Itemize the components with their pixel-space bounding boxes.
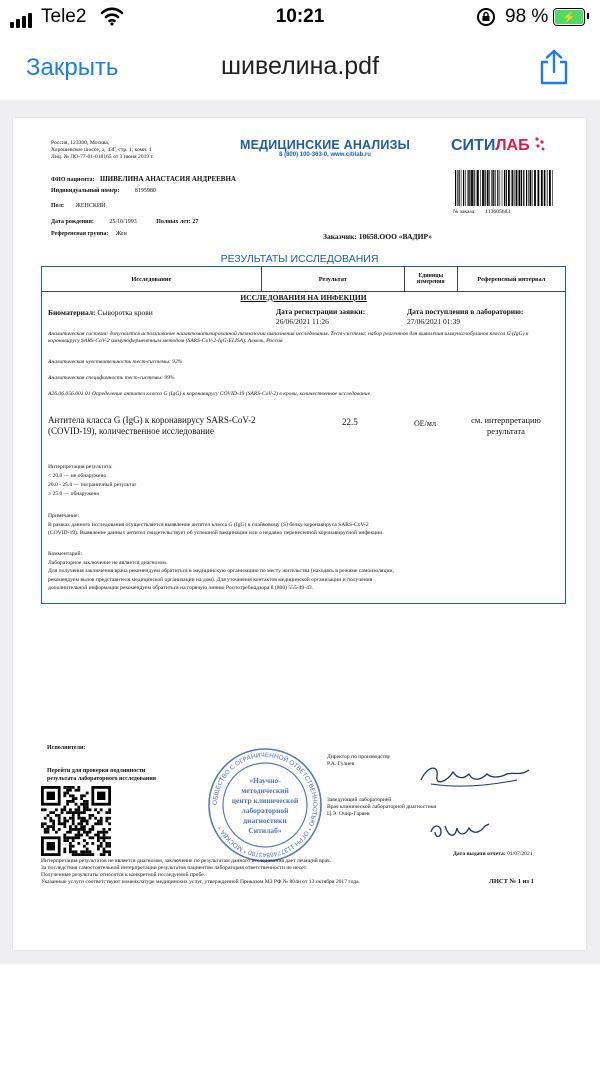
customer-row — [323, 232, 432, 241]
column-header: Единицы измерения — [405, 267, 458, 291]
ref-group-value: Жен — [115, 231, 127, 237]
birth-label: Дата рождения: — [51, 219, 94, 225]
note-line: В рамках данного исследования осуществляется выявление антител класса G (IgG) к спайковому (S) белку коронавируса SARS-CoV-2 — [48, 521, 369, 528]
order-no-label: № заказа: — [453, 209, 476, 215]
battery-percentage: 98 % — [505, 6, 549, 27]
carrier-name: Tele2 — [41, 6, 87, 27]
status-bar — [0, 0, 600, 34]
footer-line: Интерпретация результатов не является диагнозом, заключение по результатам данного исследования дает лечащий врач. — [41, 858, 331, 864]
interpretation-line: 20.0 - 25.0 — пограничный результат — [48, 482, 137, 488]
ref-group-row — [51, 231, 127, 239]
share-icon[interactable] — [537, 48, 571, 86]
head-line: Заведующий лабораторией — [327, 797, 392, 803]
ref-group-label: Референсная группа: — [51, 231, 109, 237]
lab-title: МЕДИЦИНСКИЕ АНАЛИЗЫ — [239, 138, 411, 152]
interpretation-line: Интерпретация результата: — [48, 464, 113, 470]
comment-line: дополнительной информации рекомендуем обратиться на горячую линию Роспотребнадзора 8 (800) 555-49-43. — [48, 585, 314, 591]
lab-address — [51, 140, 196, 161]
received-date: 27/06/2021 01:39 — [407, 317, 461, 326]
address-line: Лиц. № ЛО-77-01-018165 от 3 июня 2019 г. — [51, 154, 154, 160]
navigation-bar — [0, 34, 600, 98]
interpretation-block — [48, 463, 136, 499]
sensitivity-note: Аналитическая чувствительность тест-системы: 92% — [48, 359, 183, 365]
comment-line: Для получения заключения врача рекомендуем обратиться в медицинскую организацию по месту жительства (находясь в режиме самоизоляции, — [48, 568, 394, 574]
table-header — [42, 267, 565, 292]
logo-text: СИТИ — [451, 137, 496, 154]
registration-date: 26/06/2021 11:26 — [276, 317, 329, 326]
address-line: Россия, 123300, Москва, — [51, 140, 110, 146]
clock: 10:21 — [275, 6, 325, 27]
head-line: Ц.Э. Очир-Гаряев — [327, 811, 370, 817]
specificity-note: Аналитическая специфичность тест-системы: 99% — [48, 375, 175, 381]
footer-line: Полученные результаты относятся к конкретной исследуемой пробе. — [41, 872, 206, 878]
stamp-line: «Научно- — [249, 776, 281, 785]
issue-date-label: Дата выдачи отчета: — [453, 851, 506, 857]
personal-no: 8195980 — [134, 188, 156, 194]
test-name: Антитела класса G (IgG) к коронавирусу SARS-CoV-2 (COVID-19), количественное исследование — [48, 415, 256, 436]
results-section-title: РЕЗУЛЬТАТЫ ИССЛЕДОВАНИЯ — [220, 253, 379, 265]
citilab-logo — [451, 136, 546, 155]
order-no: 113605683 — [485, 209, 511, 215]
director-line: Директор по производству — [327, 754, 391, 760]
comment-block — [48, 550, 394, 593]
analytic-system-note: Аналитическая система: допускается использование наиавтоматизированной технологии выполнения исследования. Тест-система: набор реагентов для выявления иммуноглобулинов класса G (IgG) к коронавирусу SARS-CoV-2 иммуноферментным методом (SARS-CoV-2-IgG-ELISA). Алкель, Россия — [48, 331, 529, 344]
battery-icon: ⚡ — [553, 8, 585, 26]
comment-line: Комментарий: — [48, 551, 83, 557]
comment-line: Лабораторное заключение не является диагнозом. — [48, 559, 168, 566]
address-line: Хорошевское шоссе, д. 43Г, стр. 1, комн. 1 — [51, 147, 152, 153]
barcode-image — [453, 170, 555, 206]
director-block — [327, 754, 390, 768]
patient-name-row — [51, 176, 236, 185]
close-button[interactable]: Закрыть — [26, 54, 119, 81]
order-no-row — [453, 209, 510, 216]
qr-code-image[interactable] — [41, 786, 111, 856]
executors-label: Исполнители: — [47, 745, 86, 751]
registration-date-block — [276, 307, 365, 327]
column-header: Исследование — [42, 267, 262, 291]
test-code-note: А26.06.056.001.01 Определение антител класса G (IgG) к коронавирусу COVID-19 (SARS-CoV-2) в крови, количественное исследование — [48, 391, 371, 397]
birth-value: 25/10/1993 — [109, 219, 137, 225]
head-signature-image — [427, 818, 497, 844]
note-line: Примечание: — [48, 513, 80, 519]
customer-value: 10658.ООО «ВАДИР» — [358, 232, 432, 241]
personal-no-label: Индивидуальный номер: — [51, 188, 120, 194]
note-line: (COVID-19). Выявление данных антител свидетельствует об успешной вакцинации или о недавно перенесенной коронавирусной инфекции. — [48, 530, 384, 536]
stamp-line: лабораторной — [241, 806, 289, 815]
rotation-lock-icon — [476, 7, 496, 27]
footer-disclaimer — [41, 858, 471, 886]
interpretation-line: < 20.0 — не обнаружено — [48, 473, 107, 479]
verify-label — [47, 768, 156, 783]
stamp-ring-text: ОБЩЕСТВО С ОГРАНИЧЕННОЙ ОТВЕТСТВЕННОСТЬЮ * ОГРН 1137746843780 * МОСКВА * — [211, 751, 319, 859]
patient-name: ШИВЕЛИНА АНАСТАСИЯ АНДРЕЕВНА — [100, 175, 236, 183]
personal-no-row — [51, 188, 156, 196]
test-result: 22.5 — [342, 417, 358, 427]
pdf-page — [13, 118, 586, 950]
stamp-line: центр клинической — [231, 796, 299, 805]
footer-line: Указанные услуги соответствуют номенклатуре медицинских услуг, утвержденной Приказом МЗ РФ № 804н от 13 октября 2017 года. — [41, 879, 360, 885]
stamp-line: диагностики — [243, 816, 287, 825]
age-label: Полных лет: — [156, 219, 191, 225]
verify-line: Перейти для проверки подлинности — [47, 768, 146, 774]
test-unit: ОЕ/мл — [414, 419, 436, 428]
stamp-line: методический — [241, 786, 289, 795]
results-table — [41, 266, 566, 604]
footer-line: За последствия самостоятельной интерпретации результатов пациентом лаборатория ответственности не несет. — [41, 865, 308, 871]
note-block — [48, 512, 384, 538]
director-line: Р.А. Гулиев — [327, 761, 355, 767]
biomaterial-value: Сыворотка крови — [97, 308, 153, 317]
received-date-label: Дата поступления в лабораторию: — [407, 307, 524, 316]
head-line: Врач клинической лабораторной диагностики — [327, 804, 437, 810]
registration-date-label: Дата регистрации заявки: — [276, 307, 366, 316]
comment-line: рекомендуем вызов представителя медицинской организации на дом). Для уточнения контактов медицинской организации и получения — [48, 576, 373, 583]
sex-value: ЖЕНСКИЙ — [75, 203, 106, 209]
age-value: 27 — [192, 219, 199, 225]
lab-stamp-image — [206, 746, 324, 864]
patient-label: ФИО пациента: — [51, 177, 95, 183]
lab-title-block — [235, 138, 415, 158]
director-signature-image — [417, 758, 537, 794]
biomaterial-row — [48, 308, 153, 317]
column-header: Результат — [262, 267, 405, 291]
lab-phone: 8 (800) 100-363-0, www.citilab.ru — [279, 152, 371, 158]
sheet-number: ЛИСТ № 1 из 1 — [489, 878, 534, 885]
subsection-title: ИССЛЕДОВАНИЯ НА ИНФЕКЦИИ — [240, 293, 367, 302]
logo-dots-icon — [534, 136, 546, 152]
interpretation-line: ≥ 25.0 — обнаружено — [48, 491, 100, 497]
sex-row — [51, 203, 106, 211]
issue-date-row — [453, 851, 533, 858]
sex-label: Пол: — [51, 203, 64, 209]
verify-line: результата лабораторного исследования — [47, 775, 157, 782]
head-block — [327, 797, 436, 818]
birth-row — [51, 219, 198, 227]
customer-label: Заказчик: — [323, 232, 357, 241]
biomaterial-label: Биоматериал: — [48, 308, 96, 317]
received-date-block — [407, 307, 523, 327]
document-title: шивелина.pdf — [220, 52, 380, 80]
stamp-line: Ситилаб» — [248, 826, 282, 835]
column-header: Референсный интервал — [477, 275, 546, 283]
test-reference: см. интерпретацию результата — [471, 415, 541, 436]
logo-text-accent: ЛАБ — [495, 137, 530, 154]
issue-date: 01/07/2021 — [507, 851, 533, 857]
